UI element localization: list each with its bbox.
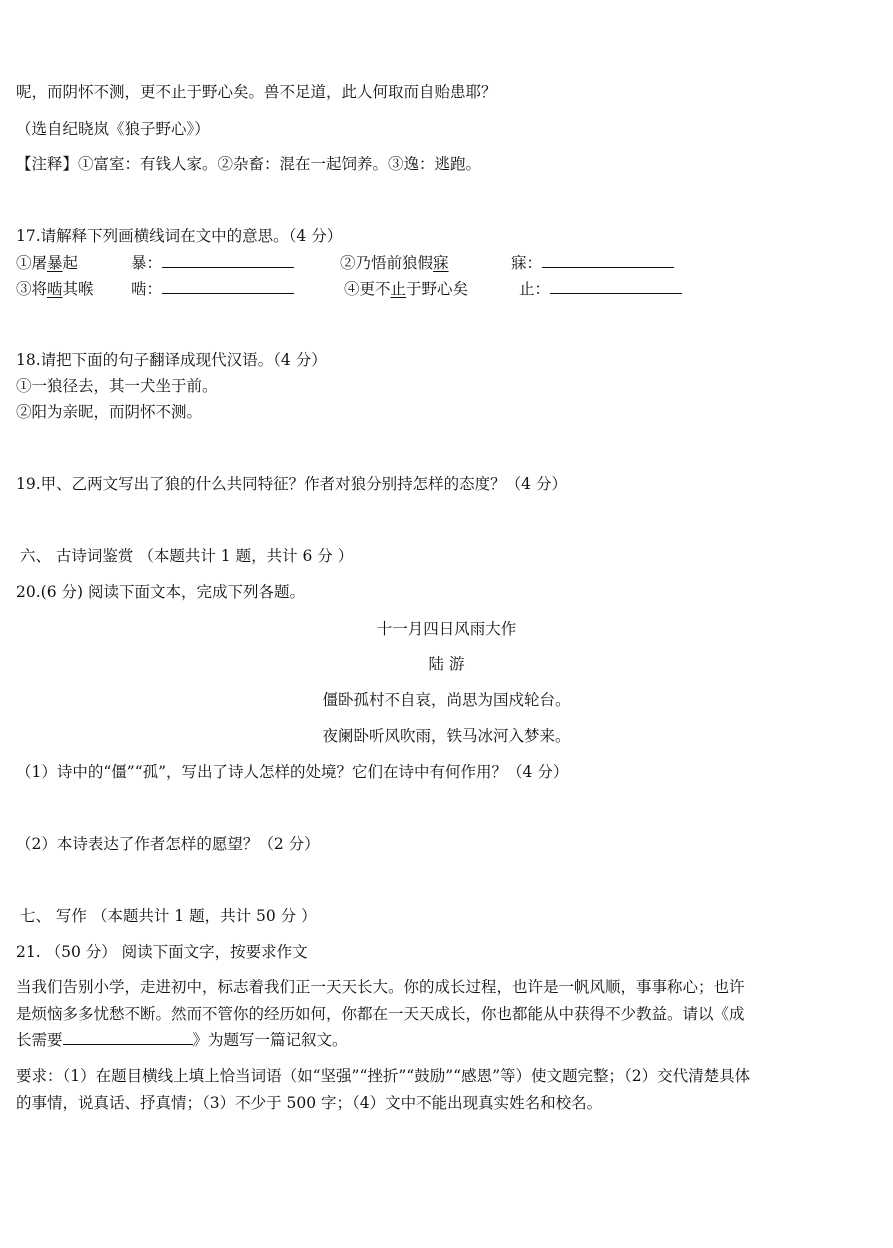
q17-item-pre: ③将: [16, 280, 48, 298]
poem-title: 十一月四日风雨大作: [376, 620, 517, 638]
q17-item-word: 暴: [47, 254, 63, 272]
q17-answer-label: 暴：: [131, 254, 163, 272]
answer-blank[interactable]: [542, 253, 674, 268]
essay-requirements-line: 要求：（1）在题目横线上填上恰当词语（如“坚强”“挫折”“鼓励”“感恩”等）使文题完整；（2）交代清楚具体: [16, 1067, 751, 1085]
q17-item-3: [16, 279, 94, 299]
section-7-heading: 七、 写作 （本题共计 1 题，共计 50 分 ）: [20, 907, 317, 925]
q17-item-2: [340, 253, 449, 273]
q21-title: 21. （50 分） 阅读下面文字，按要求作文: [16, 943, 308, 961]
q17-item-pre: ④更不: [344, 280, 391, 298]
essay-requirements-line: 的事情，说真话、抒真情；（3）不少于 500 字；（4）文中不能出现真实姓名和校名。: [16, 1094, 603, 1112]
q17-answer-label: 止：: [519, 280, 551, 298]
q18-sentence-1: ①一狼径去，其一犬坐于前。: [16, 377, 218, 395]
passage-notes: 【注释】①富室：有钱人家。②杂畜：混在一起饲养。③逸：逃跑。: [16, 155, 482, 173]
essay-title-blank[interactable]: [63, 1030, 193, 1045]
q17-answer-4: [519, 279, 682, 299]
poem-line-1: 僵卧孤村不自哀，尚思为国戍轮台。: [322, 691, 571, 709]
essay-title-post: 》为题写一篇记叙文。: [192, 1031, 348, 1049]
essay-prompt-line: 是烦恼多多忧愁不断。然而不管你的经历如何，你都在一天天成长，你也都能从中获得不少教益。请以《成: [16, 1005, 745, 1023]
q17-item-word: 止: [390, 280, 407, 298]
q17-answer-label: 啮：: [131, 280, 163, 298]
q17-answer-2: [511, 253, 674, 273]
q17-item-word: 啮: [47, 280, 63, 298]
q17-item-post: 于野心矣: [406, 280, 469, 298]
q20-sub-1: （1）诗中的“僵”“孤”，写出了诗人怎样的处境？它们在诗中有何作用？（4 分）: [16, 763, 569, 781]
q17-item-1: [16, 253, 78, 273]
poem-author: 陆 游: [428, 655, 465, 673]
q20-sub-2: （2）本诗表达了作者怎样的愿望？（2 分）: [16, 835, 320, 853]
q17-answer-label: 寐：: [511, 254, 543, 272]
q17-item-word: 寐: [433, 254, 449, 272]
passage-source: （选自纪晓岚《狼子野心》）: [16, 120, 210, 138]
q17-answer-1: [131, 253, 294, 273]
essay-title-pre: 长需要: [16, 1031, 63, 1049]
q18-sentence-2: ②阳为亲昵，而阴怀不测。: [16, 403, 203, 421]
q18-title: 18.请把下面的句子翻译成现代汉语。（4 分）: [16, 351, 327, 369]
poem-line-2: 夜阑卧听风吹雨，铁马冰河入梦来。: [322, 727, 571, 745]
essay-prompt-line: [16, 1030, 348, 1050]
section-6-heading: 六、 古诗词鉴赏 （本题共计 1 题，共计 6 分 ）: [20, 547, 354, 565]
q17-item-pre: ①屠: [16, 254, 48, 272]
answer-blank[interactable]: [162, 279, 294, 294]
essay-prompt-line: 当我们告别小学，走进初中，标志着我们正一天天长大。你的成长过程，也许是一帆风顺，事事称心；也许: [16, 978, 745, 996]
q19-title: 19.甲、乙两文写出了狼的什么共同特征？作者对狼分别持怎样的态度？（4 分）: [16, 475, 567, 493]
passage-line: 呢，而阴怀不测，更不止于野心矣。兽不足道，此人何取而自贻患耶？: [16, 83, 497, 101]
q20-title: 20.(6 分) 阅读下面文本，完成下列各题。: [16, 583, 305, 601]
q17-answer-3: [131, 279, 294, 299]
q17-item-post: 其喉: [62, 280, 94, 298]
q17-item-pre: ②乃悟前狼假: [340, 254, 434, 272]
q17-title: 17.请解释下列画横线词在文中的意思。（4 分）: [16, 227, 343, 245]
answer-blank[interactable]: [550, 279, 682, 294]
answer-blank[interactable]: [162, 253, 294, 268]
q17-item-4: [344, 279, 468, 299]
q17-item-post: 起: [62, 254, 79, 272]
